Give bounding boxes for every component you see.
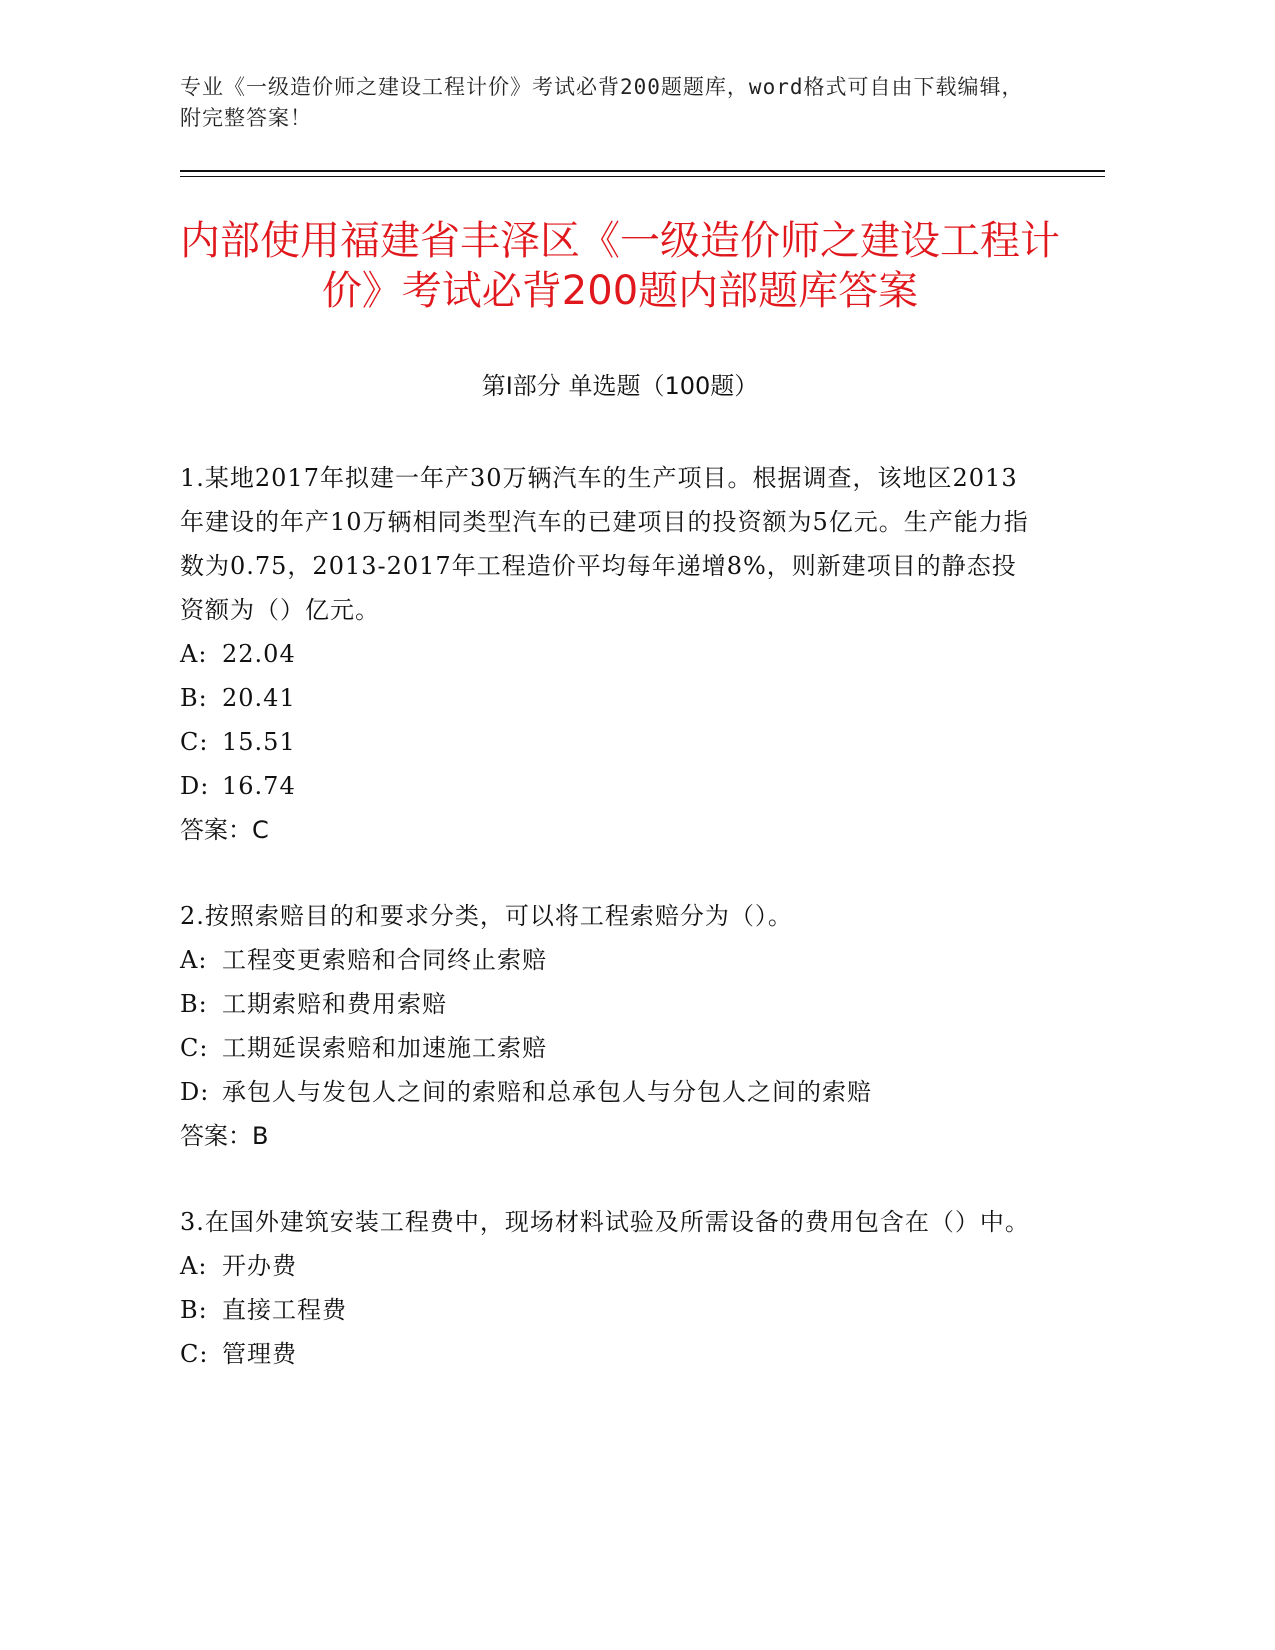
option-c [180,1332,1030,1376]
option-text: 工期延误索赔和加速施工索赔 [222,1034,547,1062]
option-key: B: [180,684,208,712]
document-title: 内部使用福建省丰泽区《一级造价师之建设工程计价》考试必背200题内部题库答案 [180,218,1060,314]
option-key: C: [180,1340,209,1368]
header-divider-thin [180,176,1105,177]
option-key: A: [180,1252,208,1280]
option-c [180,720,1030,764]
option-text: 工期索赔和费用索赔 [222,990,447,1018]
option-text: 管理费 [222,1340,297,1368]
option-b [180,676,1030,720]
option-text: 20.41 [222,684,296,712]
option-text: 承包人与发包人之间的索赔和总承包人与分包人之间的索赔 [222,1078,872,1106]
option-text: 开办费 [222,1252,297,1280]
question-1 [180,456,1030,852]
option-d [180,764,1030,808]
answer: 答案：B [180,1122,269,1150]
option-key: C: [180,728,209,756]
option-key: A: [180,640,208,668]
option-key: A: [180,946,208,974]
option-a [180,1244,1030,1288]
option-text: 15.51 [222,728,296,756]
question-list [180,456,1030,1418]
option-a [180,632,1030,676]
option-d [180,1070,1030,1114]
header-note: 专业《一级造价师之建设工程计价》考试必背200题题库，word格式可自由下载编辑，附完整答案！ [180,75,1024,130]
header-divider-thick [180,170,1105,172]
option-text: 直接工程费 [222,1296,347,1324]
question-stem: 2.按照索赔目的和要求分类，可以将工程索赔分为（）。 [180,902,793,930]
question-3 [180,1200,1030,1376]
section-heading: 第Ⅰ部分 单选题（100题） [481,372,759,400]
option-c [180,1026,1030,1070]
option-text: 工程变更索赔和合同终止索赔 [222,946,547,974]
answer: 答案：C [180,816,269,844]
question-stem: 3.在国外建筑安装工程费中，现场材料试验及所需设备的费用包含在（）中。 [180,1208,1030,1236]
option-key: D: [180,1078,210,1106]
option-text: 16.74 [222,772,296,800]
option-key: B: [180,1296,208,1324]
option-a [180,938,1030,982]
option-b [180,1288,1030,1332]
question-2 [180,894,1030,1158]
option-key: D: [180,772,210,800]
question-stem: 1.某地2017年拟建一年产30万辆汽车的生产项目。根据调查，该地区2013年建设的年产10万辆相同类型汽车的已建项目的投资额为5亿元。生产能力指数为0.75，2013-2017年工程造价平均每年递增8%，则新建项目的静态投资额为（）亿元。 [180,464,1029,624]
option-b [180,982,1030,1026]
option-key: C: [180,1034,209,1062]
option-text: 22.04 [222,640,296,668]
option-key: B: [180,990,208,1018]
